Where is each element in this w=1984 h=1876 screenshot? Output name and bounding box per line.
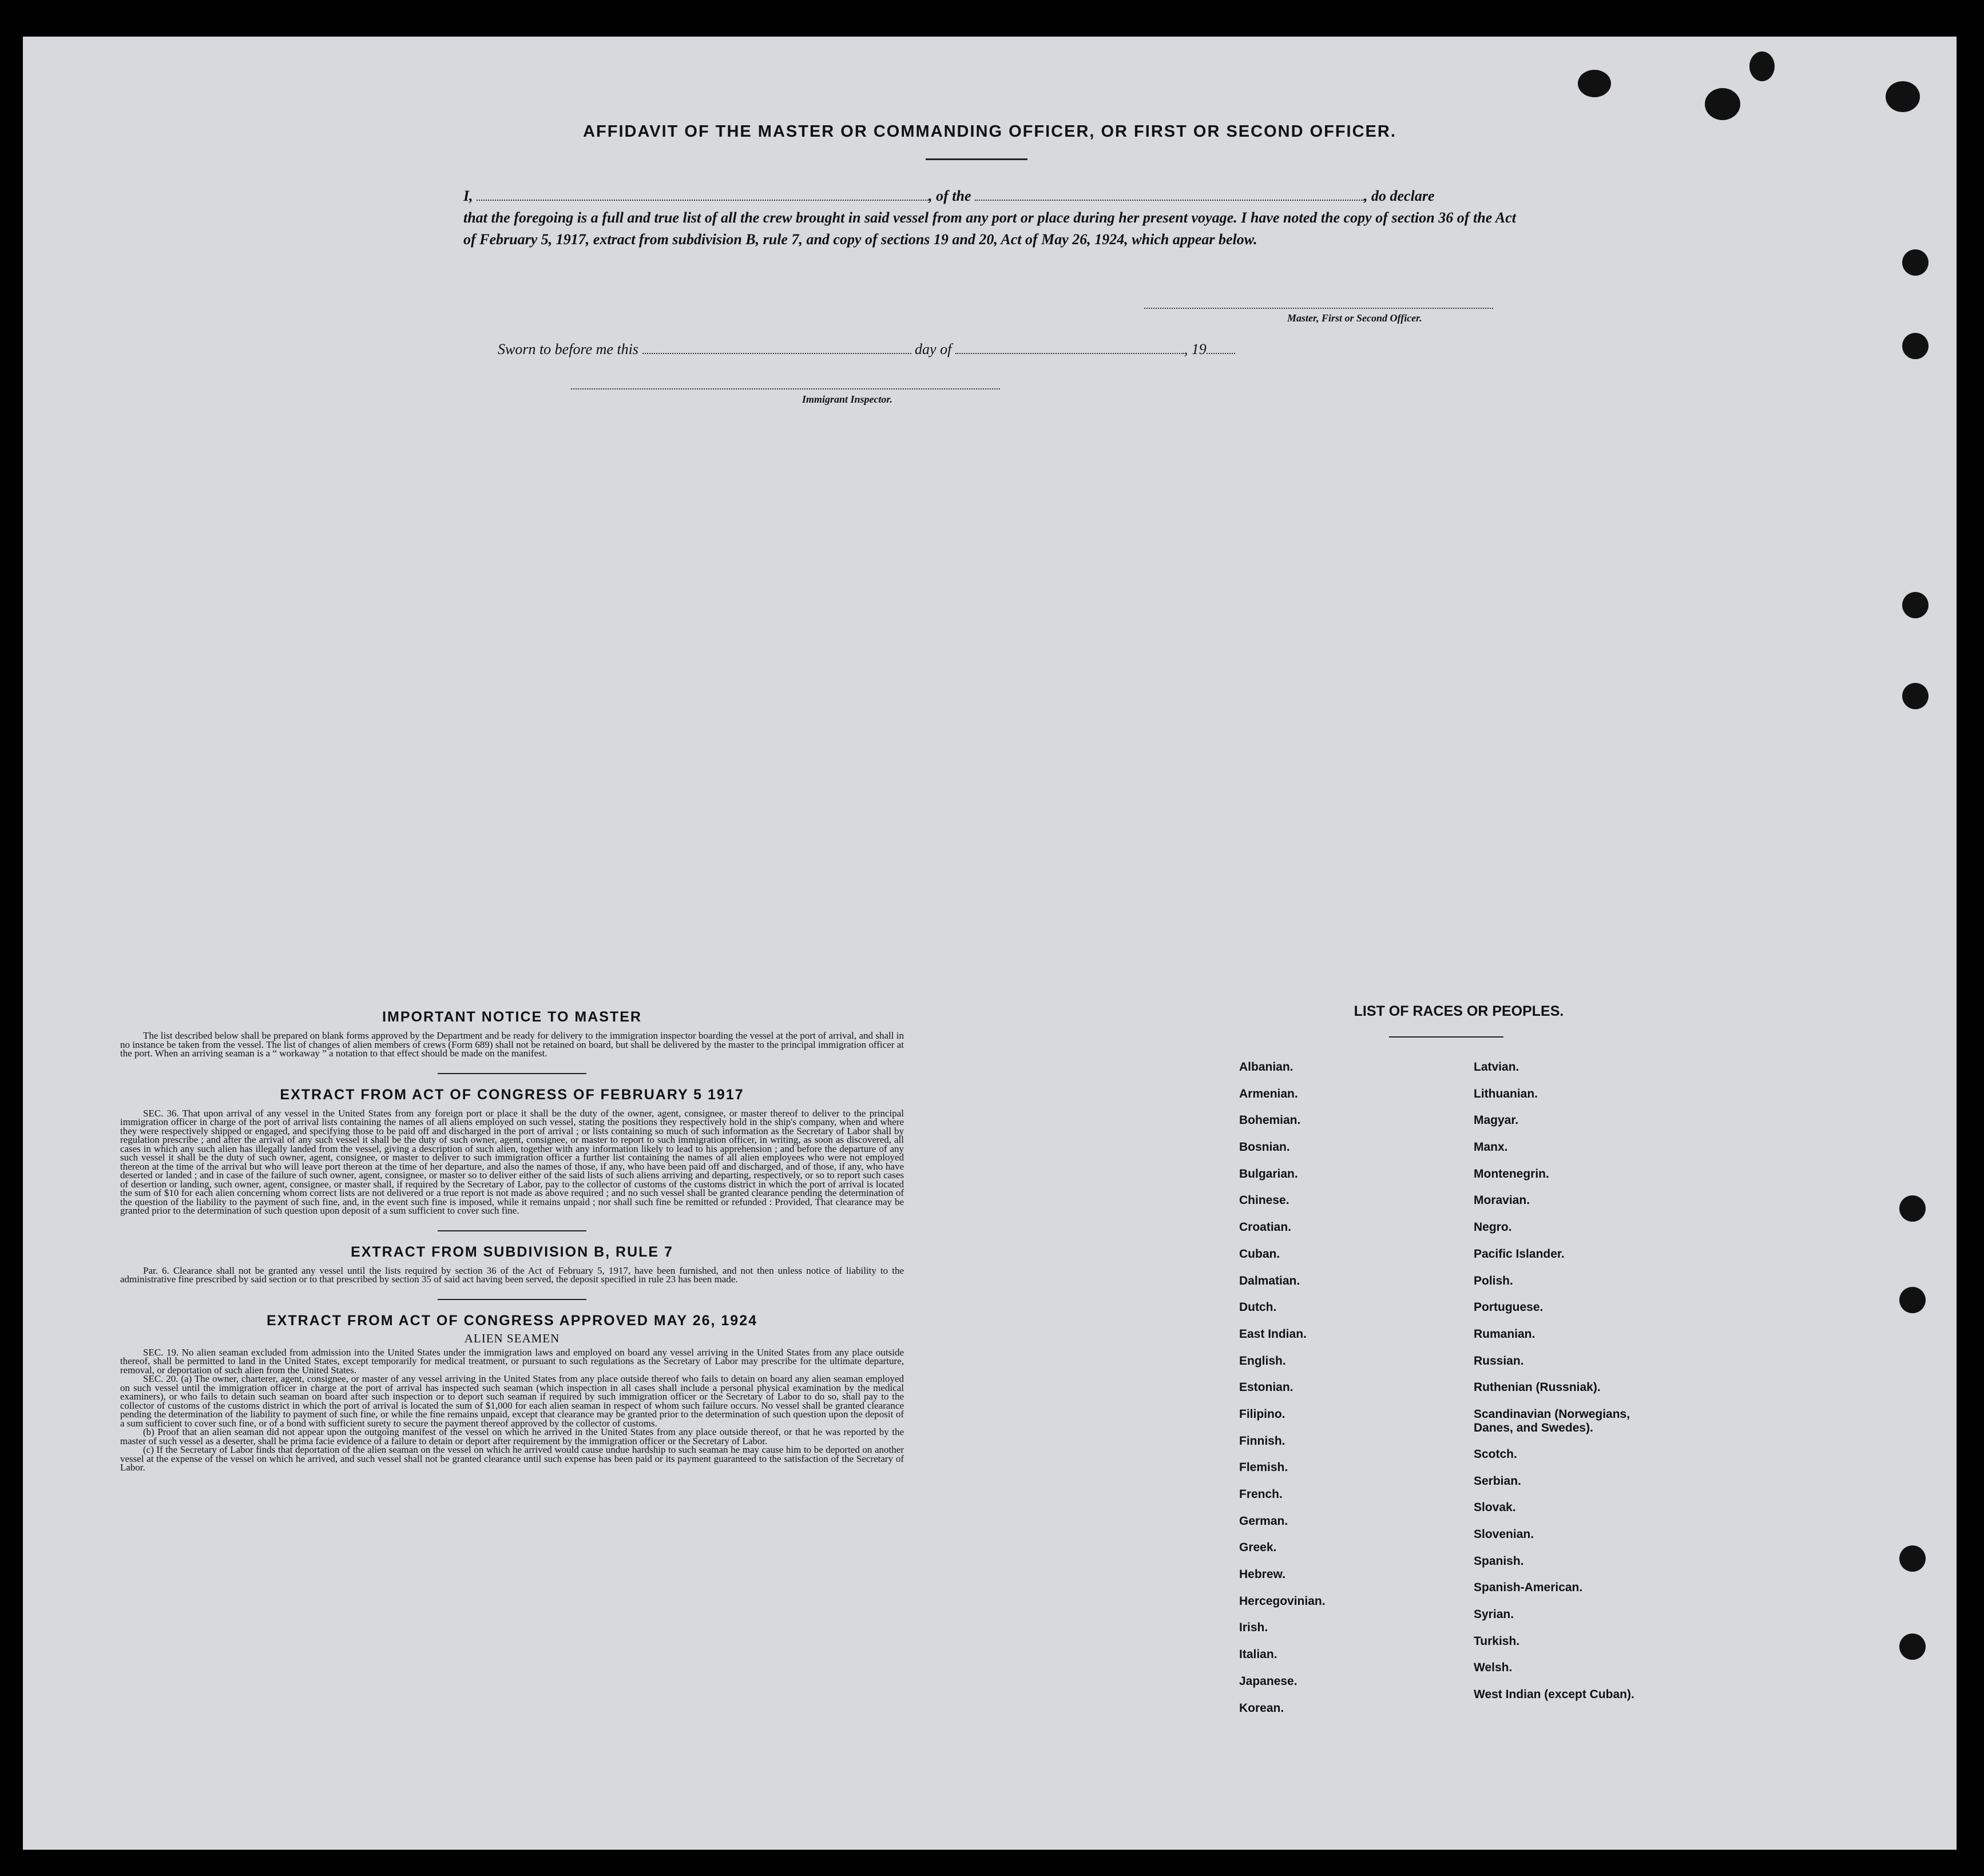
sec-20a-paragraph: SEC. 20. (a) The owner, charterer, agent, consignee, or master of any vessel arriving in the United States from any place outside thereof who fails to detain on board any alien seaman employed on such vessel until the immigration officer in charge at the port of arrival has inspected such seaman (which inspection in all cases shall include a personal physical examination by the medical examiners), or who fails to detain such seaman on board after such inspection or to deport such seaman if required by such immigration officer or the Secretary of Labor to do so, shall pay to the collector of customs of the customs district in which the port of arrival is located the sum of $1,000 for each alien seaman in respect of whom such failure occurs. No vessel shall be granted clearance pending the determination of the liability to payment of such fine, or while the fine remains unpaid, except that clearance may be granted prior to the determination of such question upon the deposit of a sum sufficient to cover such fine, or of a bond with sufficient surety to secure the payment thereof approved by the collector of customs. xyxy=(120,1373,904,1429)
sworn-year-blank xyxy=(1207,343,1235,354)
race-item: Turkish. xyxy=(1474,1634,1520,1648)
par-6-paragraph: Par. 6. Clearance shall not be granted any vessel until the lists required by section 36 of the Act of February 5, 1917, have been furnished, and not then unless notice of liability to the administrative fine prescribed by said section or to that prescribed by section 35 of said act having been served, the deposit specified in rule 23 has been made. xyxy=(120,1265,904,1285)
master-caption: Master, First or Second Officer. xyxy=(1287,312,1422,324)
punch-hole xyxy=(1899,1195,1926,1222)
punch-hole xyxy=(1902,683,1929,709)
race-item: Welsh. xyxy=(1474,1661,1513,1675)
race-item: Moravian. xyxy=(1474,1194,1530,1207)
sworn-month-blank xyxy=(955,343,1184,354)
race-item: Flemish. xyxy=(1239,1461,1288,1474)
races-rule xyxy=(1389,1036,1503,1038)
punch-hole xyxy=(1899,1545,1926,1572)
vessel-blank xyxy=(975,189,1364,201)
race-item: West Indian (except Cuban). xyxy=(1474,1688,1634,1702)
race-item: Lithuanian. xyxy=(1474,1087,1538,1100)
race-item: Chinese. xyxy=(1239,1194,1289,1207)
sec-20c-paragraph: (c) If the Secretary of Labor finds that deportation of the alien seaman on the vessel on which he arrived would cause undue hardship to such seaman he may cause him to be deported on another vessel at the expense of the vessel on which he arrived, and such vessel shall not be granted clearance until such expense has been paid or its payment guaranteed to the satisfaction of the Secretary of Labor. xyxy=(120,1444,904,1473)
notice-text xyxy=(120,1031,904,1058)
extract-1924-heading: EXTRACT FROM ACT OF CONGRESS APPROVED MAY 26, 1924 xyxy=(266,1312,758,1329)
extract-1924-text xyxy=(120,1348,904,1472)
race-item: Korean. xyxy=(1239,1701,1284,1715)
race-item: East Indian. xyxy=(1239,1327,1307,1341)
race-item: English. xyxy=(1239,1354,1286,1368)
sworn-line xyxy=(498,341,1235,358)
punch-hole xyxy=(1902,249,1929,276)
affidavit-title: AFFIDAVIT OF THE MASTER OR COMMANDING OFFICER, OR FIRST OR SECOND OFFICER. xyxy=(583,122,1396,141)
race-item: Armenian. xyxy=(1239,1087,1298,1100)
race-item: Polish. xyxy=(1474,1274,1513,1287)
race-item: Bosnian. xyxy=(1239,1140,1290,1154)
race-item: Spanish-American. xyxy=(1474,1581,1583,1595)
race-item: Scotch. xyxy=(1474,1447,1517,1461)
race-item: Cuban. xyxy=(1239,1247,1280,1261)
race-item: Irish. xyxy=(1239,1621,1268,1635)
sworn-prefix: Sworn to before me this xyxy=(498,341,639,357)
master-signature-line xyxy=(1144,308,1493,309)
document-page xyxy=(23,37,1957,1850)
race-item: Russian. xyxy=(1474,1354,1524,1368)
race-item: Syrian. xyxy=(1474,1608,1514,1621)
sworn-day: day of xyxy=(915,341,952,357)
name-blank xyxy=(477,189,928,201)
affidavit-i: I, xyxy=(463,188,473,204)
sworn-date-blank xyxy=(642,343,911,354)
race-item: Slovenian. xyxy=(1474,1528,1534,1541)
race-item: Spanish. xyxy=(1474,1554,1524,1568)
extract-rule7-text xyxy=(120,1266,904,1284)
race-item: Dutch. xyxy=(1239,1301,1277,1314)
race-item: Slovak. xyxy=(1474,1501,1516,1515)
title-rule xyxy=(926,158,1027,160)
race-item: Italian. xyxy=(1239,1648,1277,1662)
extract-1917-text xyxy=(120,1109,904,1215)
affidavit-text xyxy=(463,185,1516,251)
race-item: Scandinavian (Norwegians, Danes, and Swedes). xyxy=(1474,1407,1630,1434)
races-column-1 xyxy=(1239,1060,1388,1728)
punch-hole xyxy=(1902,333,1929,359)
race-item: French. xyxy=(1239,1488,1283,1501)
race-item: Magyar. xyxy=(1474,1114,1519,1127)
race-item: Japanese. xyxy=(1239,1674,1297,1688)
notice-heading: IMPORTANT NOTICE TO MASTER xyxy=(382,1009,642,1025)
extract-rule7-heading: EXTRACT FROM SUBDIVISION B, RULE 7 xyxy=(351,1243,673,1260)
ink-stain xyxy=(1886,81,1920,112)
ink-stain xyxy=(1705,88,1740,120)
ink-stain xyxy=(1578,70,1611,97)
race-item: Hebrew. xyxy=(1239,1568,1285,1581)
sec-20b-paragraph: (b) Proof that an alien seaman did not appear upon the outgoing manifest of the vessel on which he arrived in the United States from any place outside thereof, or that he was reported by the master of such vessel as a deserter, shall be prima facie evidence of a failure to detain or deport after requirement by the immigration officer or the Secretary of Labor. xyxy=(120,1426,904,1446)
separator xyxy=(438,1299,586,1300)
notice-paragraph: The list described below shall be prepared on blank forms approved by the Department and be ready for delivery to the immigration inspector boarding the vessel at the port of arrival, and shall in no instance be taken from the vessel. The list of changes of alien members of crews (Form 689) shall not be retained on board, but shall be delivered by the master to the principal immigration officer at the port. When an arriving seaman is a “ workaway ” a notation to that effect should be made on the manifest. xyxy=(120,1030,904,1059)
race-item: Bohemian. xyxy=(1239,1114,1301,1127)
race-item: Latvian. xyxy=(1474,1060,1519,1074)
sec-36-paragraph: SEC. 36. That upon arrival of any vessel in the United States from any foreign port or place it shall be the duty of the owner, agent, consignee, or master thereof to deliver to the principal immigration officer in charge of the port of arrival lists containing the names of all aliens employed on such vessel, stating the positions they respectively hold in the ship's company, when and where they were respectively shipped or engaged, and specifying those to be paid off and discharged in the port of arrival ; or lists containing so much of such information as the Secretary of Labor shall by regulation prescribe ; and after the arrival of any such vessel it shall be the duty of such owner, agent, consignee, or master to report to such immigration officer, in writing, as soon as discovered, all cases in which any such alien has illegally landed from the vessel, giving a description of such alien, together with any information likely to lead to his apprehension ; and before the departure of any such vessel it shall be the duty of such owner, agent, consignee, or master to deliver to such immigration officer a further list containing the names of all alien employees who were not employed thereon at the time of the arrival but who will leave port thereon at the time of her departure, and also the names of those, if any, who have been paid off and discharged, and of those, if any, who have deserted or landed ; and in case of the failure of such owner, agent, consignee, or master so to deliver either of the said lists of such aliens arriving and departing, respectively, or so to report such cases of desertion or landing, such owner, agent, consignee, or master shall, if required by the Secretary of Labor, pay to the collector of customs of the customs district in which the port of arrival is located the sum of $10 for each alien concerning whom correct lists are not delivered or a true report is not made as above required ; and no such vessel shall be granted clearance pending the determination of the question of the liability to the payment of such fine, and, in the event such fine is imposed, while it remains unpaid ; nor shall such fine be remitted or refunded : Provided, That clearance may be granted prior to the determination of such question upon deposit of a sum sufficient to cover such fine. xyxy=(120,1107,904,1216)
punch-hole xyxy=(1902,592,1929,618)
race-item: Albanian. xyxy=(1239,1060,1293,1074)
race-item: Finnish. xyxy=(1239,1434,1285,1448)
race-item: Bulgarian. xyxy=(1239,1167,1298,1181)
sec-19-paragraph: SEC. 19. No alien seaman excluded from admission into the United States under the immigration laws and employed on board any vessel arriving in the United States from any place outside thereof, shall be permitted to land in the United States, except temporarily for medical treatment, or pursuant to such regulations as the Secretary of Labor may prescribe for the ultimate departure, removal, or deportation of such alien from the United States. xyxy=(120,1346,904,1376)
separator xyxy=(438,1073,586,1074)
race-item: Manx. xyxy=(1474,1140,1508,1154)
punch-hole xyxy=(1899,1633,1926,1660)
race-item: Ruthenian (Russniak). xyxy=(1474,1381,1601,1394)
inspector-caption: Immigrant Inspector. xyxy=(802,394,893,405)
notices-column xyxy=(120,1009,904,1472)
races-column-2 xyxy=(1474,1060,1657,1715)
race-item: Serbian. xyxy=(1474,1474,1521,1488)
race-item: Dalmatian. xyxy=(1239,1274,1300,1287)
race-item: Montenegrin. xyxy=(1474,1167,1549,1181)
affidavit-of-the: , of the xyxy=(928,188,971,204)
race-item: Negro. xyxy=(1474,1221,1512,1234)
race-item: Hercegovinian. xyxy=(1239,1594,1326,1608)
ink-stain xyxy=(1749,51,1775,81)
race-item: Portuguese. xyxy=(1474,1301,1543,1314)
race-item: Pacific Islander. xyxy=(1474,1247,1565,1261)
separator xyxy=(438,1230,586,1231)
race-item: Estonian. xyxy=(1239,1381,1293,1394)
race-item: Greek. xyxy=(1239,1541,1277,1555)
races-heading: LIST OF RACES OR PEOPLES. xyxy=(1354,1003,1564,1019)
affidavit-body: that the foregoing is a full and true list of all the crew brought in said vessel from any port or place during her present voyage. I have noted the copy of section 36 of the Act of February 5, 1917, extract from subdivision B, rule 7, and copy of sections 19 and 20, Act of May 26, 1924, which appear below. xyxy=(463,209,1516,248)
race-item: Filipino. xyxy=(1239,1407,1285,1421)
affidavit-do-declare: , do declare xyxy=(1364,188,1435,204)
sworn-year: , 19 xyxy=(1184,341,1207,357)
punch-hole xyxy=(1899,1287,1926,1313)
race-item: Croatian. xyxy=(1239,1221,1292,1234)
race-item: German. xyxy=(1239,1514,1288,1528)
inspector-signature-line xyxy=(571,388,1000,389)
extract-1917-heading: EXTRACT FROM ACT OF CONGRESS OF FEBRUARY 5 1917 xyxy=(280,1086,744,1103)
race-item: Rumanian. xyxy=(1474,1327,1535,1341)
alien-seamen-subheading: ALIEN SEAMEN xyxy=(464,1331,560,1345)
